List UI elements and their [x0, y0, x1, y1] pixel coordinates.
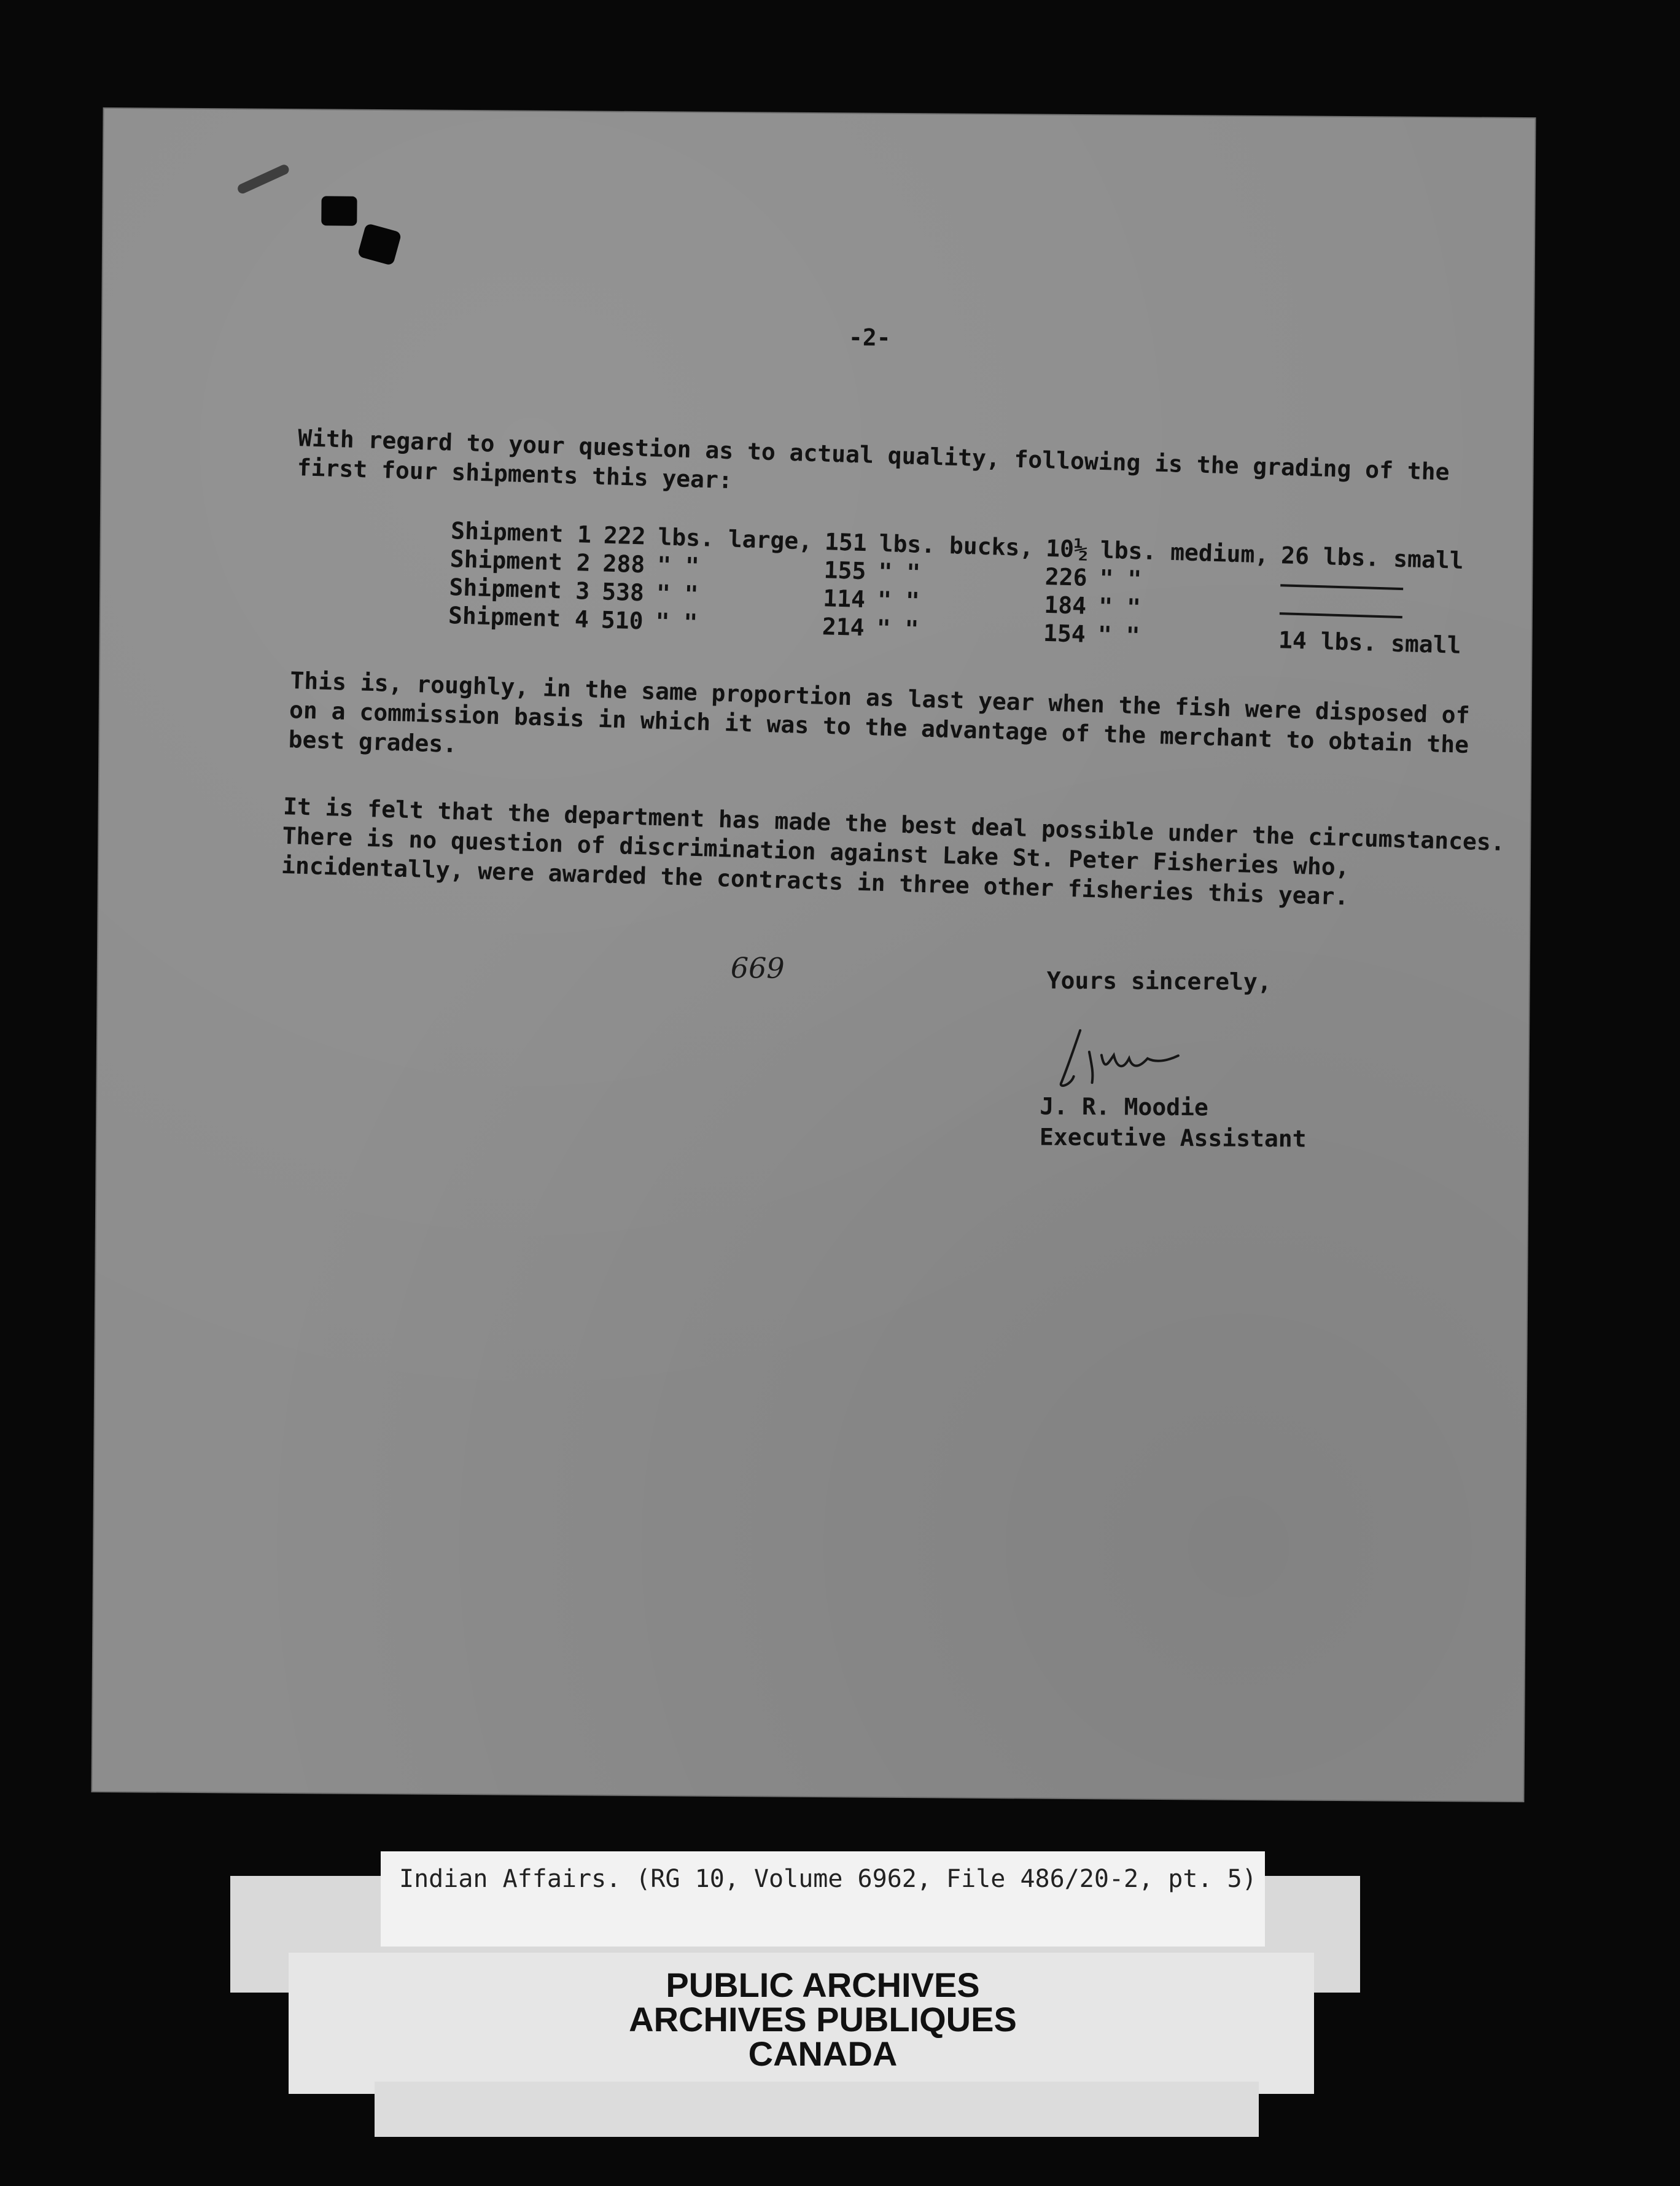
cell-bucks: 214 — [822, 613, 865, 642]
blank-rule — [1280, 584, 1403, 590]
handwritten-number: 669 — [730, 951, 785, 985]
cell-medium-unit: lbs. medium, — [1100, 536, 1269, 569]
cell-medium: 154 — [1043, 619, 1086, 648]
paper-tear — [236, 163, 290, 195]
cell-bucks-unit: lbs. bucks, — [879, 529, 1034, 562]
cell-label: Shipment 2 — [449, 545, 591, 577]
cell-medium-unit: " " — [1099, 564, 1142, 593]
handwritten-signature — [1055, 1024, 1203, 1093]
paragraph-department: It is felt that the department has made the best deal possible under the circumstances. There is no question of discrimination against Lake St. Peter Fisheries who, incidentally, were awarded the contracts in three other fisheries this year. — [281, 792, 1506, 911]
archive-citation: Indian Affairs. (RG 10, Volume 6962, File 486/20-2, pt. 5) — [381, 1851, 1265, 1947]
cell-bucks-unit: " " — [877, 558, 921, 586]
signatory-name: J. R. Moodie — [1040, 1092, 1208, 1121]
cell-bucks-unit: " " — [876, 614, 919, 643]
cell-bucks: 155 — [823, 556, 867, 585]
cell-small: 14 lbs. small — [1278, 626, 1462, 659]
cell-medium: 226 — [1044, 562, 1088, 591]
cell-bucks: 151 — [824, 528, 868, 557]
letter-page — [92, 109, 1534, 1801]
grading-table — [442, 516, 1471, 659]
archive-line-1: PUBLIC ARCHIVES — [666, 1966, 980, 2004]
cell-small: 26 lbs. small — [1280, 542, 1464, 575]
cell-label: Shipment 1 — [450, 517, 592, 548]
cell-bucks-unit: " " — [877, 586, 920, 615]
cell-medium: 184 — [1043, 591, 1087, 620]
cell-large: " " — [655, 608, 698, 637]
cell-large: " " — [656, 551, 700, 580]
cell-large: " " — [656, 580, 699, 609]
cell-label: Shipment 3 — [448, 574, 590, 605]
page-number: -2- — [848, 324, 891, 351]
paragraph-proportion: This is, roughly, in the same proportion as last year when the fish were disposed of on a commission basis in which it was to the advantage of the merchant to obtain the best grades. — [288, 667, 1471, 759]
cell-total: 510 — [601, 606, 644, 635]
cell-total: 538 — [601, 578, 645, 607]
cell-bucks: 114 — [822, 585, 866, 613]
archive-stamp — [534, 1968, 1111, 2071]
cell-medium: 10½ — [1045, 534, 1089, 563]
signatory-title: Executive Assistant — [1039, 1123, 1307, 1153]
paper-hole — [321, 196, 357, 225]
folder-tab-bottom — [375, 2082, 1259, 2137]
cell-total: 222 — [603, 521, 647, 550]
cell-medium-unit: " " — [1097, 621, 1141, 650]
cell-medium-unit: " " — [1098, 593, 1141, 621]
blank-rule — [1279, 612, 1402, 618]
paragraph-intro: With regard to your question as to actual quality, following is the grading of the first four shipments this year: — [297, 424, 1450, 494]
archive-line-3: CANADA — [748, 2034, 898, 2073]
cell-large: lbs. large, — [657, 523, 813, 555]
cell-label: Shipment 4 — [448, 602, 589, 633]
paper-hole — [357, 223, 402, 266]
cell-total: 288 — [602, 550, 645, 578]
closing: Yours sincerely, — [1046, 967, 1272, 996]
archive-line-2: ARCHIVES PUBLIQUES — [629, 2000, 1017, 2039]
